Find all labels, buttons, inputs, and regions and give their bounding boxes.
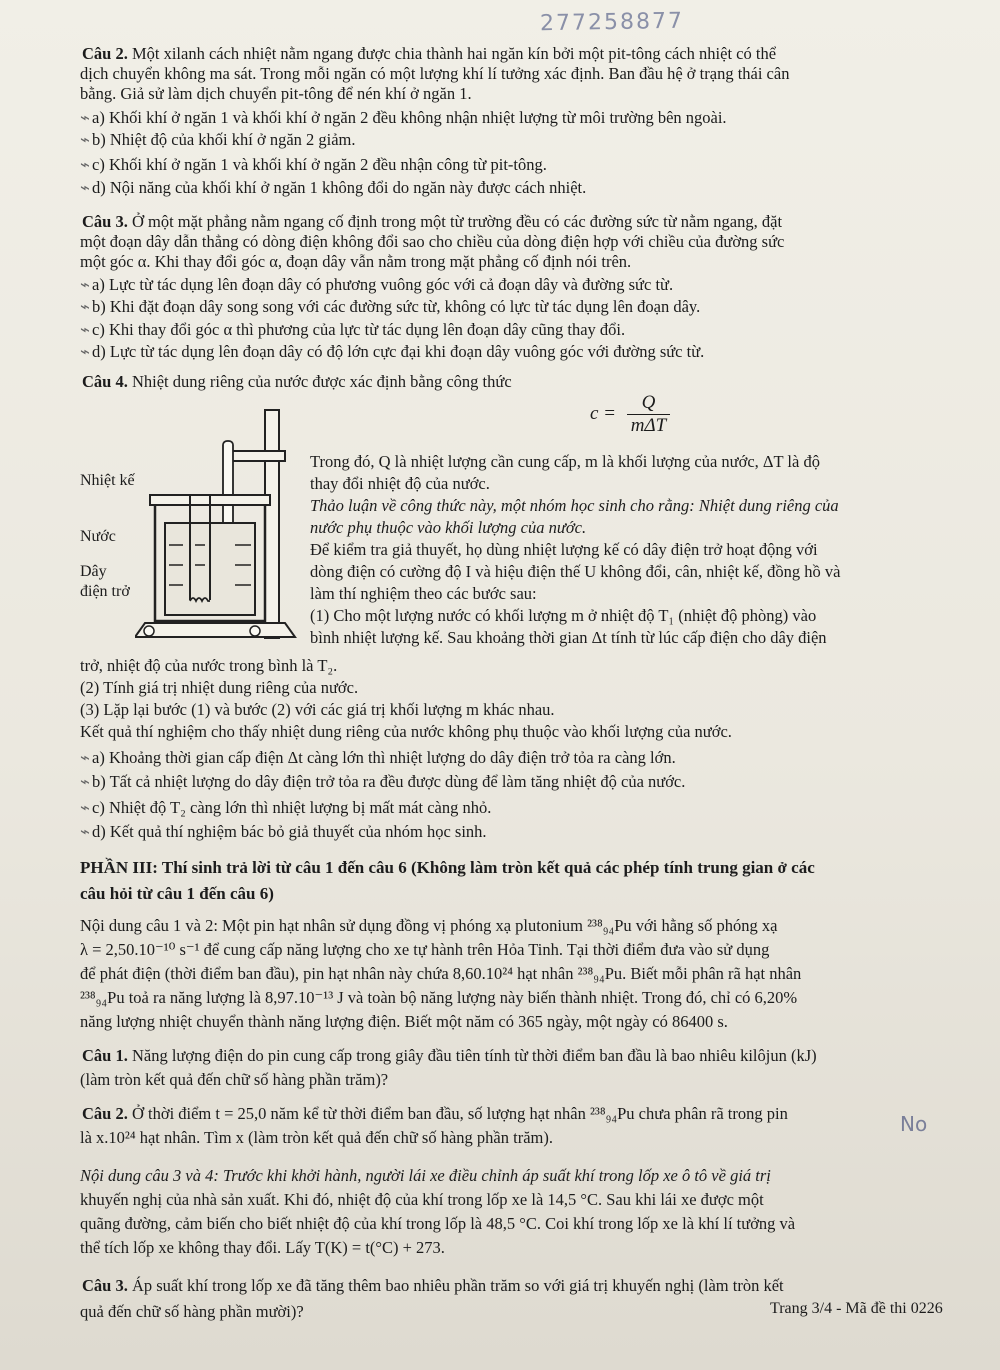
q3-line-1: Câu 3. Ở một mặt phẳng nằm ngang cố định trong một từ trường đều có các đường sức từ nằm ngang, đặt — [82, 212, 783, 231]
context12-line-2: λ = 2,50.10⁻¹⁰ s⁻¹ để cung cấp năng lượng cho xe tự hành trên Hỏa Tinh. Tại thời điểm đưa vào sử dụng — [80, 940, 770, 959]
q4-title: Câu 4. — [82, 372, 128, 391]
q2-line-1: Câu 2. Một xilanh cách nhiệt nằm ngang được chia thành hai ngăn kín bởi một pit-tông cách nhiệt có thể — [82, 44, 777, 63]
q4-right-line-7: làm thí nghiệm theo các bước sau: — [310, 584, 537, 603]
handwritten-note: No — [900, 1112, 928, 1136]
handwritten-number: 277258877 — [539, 8, 685, 37]
context34-line-4: thể tích lốp xe không thay đổi. Lấy T(K) = t(°C) + 273. — [80, 1238, 445, 1257]
q4-line-3: (2) Tính giá trị nhiệt dung riêng của nước. — [80, 678, 359, 697]
heat-capacity-formula: c = $\frac{Q}{\text{mΔT}}$ — [590, 392, 670, 437]
q4-right-line-6: dòng điện có cường độ I và hiệu điện thế U không đổi, cân, nhiệt kế, đồng hồ và — [310, 562, 841, 581]
c1-line-2: (làm tròn kết quả đến chữ số hàng phần trăm)? — [80, 1070, 389, 1089]
q4-right-line-3: Thảo luận về công thức này, một nhóm học sinh cho rằng: Nhiệt dung riêng của — [310, 496, 839, 515]
q4-option-a: ⌁ a) Khoảng thời gian cấp điện Δt càng lớn thì nhiệt lượng do dây điện trở tỏa ra càng lớn. — [80, 748, 676, 767]
context34-line-2: khuyến nghị của nhà sản xuất. Khi đó, nhiệt độ của khí trong lốp xe là 14,5 °C. Sau khi lái xe được một — [80, 1190, 764, 1209]
q4-line-2: trở, nhiệt độ của nước trong bình là T₂. — [80, 656, 338, 675]
q4-right-line-1: Trong đó, Q là nhiệt lượng cần cung cấp, m là khối lượng của nước, ΔT là độ — [310, 452, 820, 471]
q2-option-a: ⌁ a) Khối khí ở ngăn 1 và khối khí ở ngăn 2 đều không nhận nhiệt lượng từ môi trường bên ngoài. — [80, 108, 727, 127]
label-water: Nước — [80, 528, 116, 545]
q2-line-2: dịch chuyển không ma sát. Trong mỗi ngăn có một lượng khí lí tưởng xác định. Ban đầu hệ ở trạng thái cân — [80, 64, 790, 83]
context12-line-3: để phát điện (thời điểm ban đầu), pin hạt nhân này chứa 8,60.10²⁴ hạt nhân ²³⁸₉₄Pu. Biết mỗi phân rã hạt nhân — [80, 964, 802, 983]
context12-line-1: Nội dung câu 1 và 2: Một pin hạt nhân sử dụng đồng vị phóng xạ plutonium ²³⁸₉₄Pu với hằng số phóng xạ — [80, 916, 778, 935]
q2-line-3: bằng. Giả sử làm dịch chuyển pit-tông để nén khí ở ngăn 1. — [80, 84, 472, 103]
part3-heading-line-1: PHẦN III: Thí sinh trả lời từ câu 1 đến câu 6 (Không làm tròn kết quả các phép tính trung gian ở các — [80, 858, 815, 877]
c1-title: Câu 1. — [82, 1046, 128, 1065]
page-footer: Trang 3/4 - Mã đề thi 0226 — [770, 1300, 943, 1317]
context34-line-3: quãng đường, cảm biến cho biết nhiệt độ của khí trong lốp là 48,5 °C. Coi khí trong lốp xe là khí lí tưởng và — [80, 1214, 796, 1233]
q2-title: Câu 2. — [82, 44, 128, 63]
label-thermometer: Nhiệt kế — [80, 472, 135, 489]
q2-option-c: ⌁ c) Khối khí ở ngăn 1 và khối khí ở ngăn 2 đều nhận công từ pit-tông. — [80, 155, 547, 174]
q4-option-d: ⌁ d) Kết quả thí nghiệm bác bỏ giả thuyết của nhóm học sinh. — [80, 822, 487, 841]
q3-line-3: một góc α. Khi thay đổi góc α, đoạn dây vẫn nằm trong mặt phẳng cố định nói trên. — [80, 252, 632, 271]
stand-rod — [265, 410, 279, 638]
label-wire: Dây — [80, 563, 107, 580]
q4-right-line-5: Để kiểm tra giả thuyết, họ dùng nhiệt lượng kế có dây điện trở hoạt động với — [310, 540, 818, 559]
q4-right-line-2: thay đổi nhiệt độ của nước. — [310, 474, 490, 493]
calorimeter-figure — [135, 405, 305, 650]
c1-line-1: Câu 1. Năng lượng điện do pin cung cấp trong giây đầu tiên tính từ thời điểm ban đầu là bao nhiêu kilôjun (kJ) — [82, 1046, 817, 1065]
label-resistor: điện trở — [80, 583, 130, 600]
q2-option-d: ⌁ d) Nội năng của khối khí ở ngăn 1 không đổi do ngăn này được cách nhiệt. — [80, 178, 587, 197]
q2-option-b: ⌁ b) Nhiệt độ của khối khí ở ngăn 2 giảm. — [80, 130, 356, 149]
part3-heading-line-2: câu hỏi từ câu 1 đến câu 6) — [80, 884, 274, 903]
q3-option-d: ⌁ d) Lực từ tác dụng lên đoạn dây có độ lớn cực đại khi đoạn dây vuông góc với đường sức từ. — [80, 342, 705, 361]
clamp — [225, 451, 285, 461]
q4-right-line-4: nước phụ thuộc vào khối lượng của nước. — [310, 518, 587, 537]
q4-right-line-9: bình nhiệt lượng kế. Sau khoảng thời gian Δt tính từ lúc cấp điện cho dây điện — [310, 628, 827, 647]
q4-right-line-8: (1) Cho một lượng nước có khối lượng m ở nhiệt độ T₁ (nhiệt độ phòng) vào — [310, 606, 817, 625]
c2-title: Câu 2. — [82, 1104, 128, 1123]
q3-title: Câu 3. — [82, 212, 128, 231]
q4-line-4: (3) Lặp lại bước (1) và bước (2) với các giá trị khối lượng m khác nhau. — [80, 700, 555, 719]
context34-line-1: Nội dung câu 3 và 4: Trước khi khởi hành, người lái xe điều chỉnh áp suất khí trong lốp xe ô tô về giá trị — [80, 1166, 771, 1185]
q4-line-1: Câu 4. Nhiệt dung riêng của nước được xác định bằng công thức — [82, 372, 512, 391]
q4-option-c: ⌁ c) Nhiệt độ T₂ càng lớn thì nhiệt lượng bị mất mát càng nhỏ. — [80, 798, 492, 817]
q3-line-2: một đoạn dây dẫn thẳng có dòng điện không đổi sao cho chiều của dòng điện hợp với chiều của đường sức — [80, 232, 785, 251]
q4-option-b: ⌁ b) Tất cả nhiệt lượng do dây điện trở tỏa ra đều được dùng để làm tăng nhiệt độ của nước. — [80, 772, 686, 791]
base — [135, 623, 295, 637]
context12-line-4: ²³⁸₉₄Pu toả ra năng lượng là 8,97.10⁻¹³ J và toàn bộ năng lượng này biến thành nhiệt. Trong đó, chỉ có 6,20% — [80, 988, 798, 1007]
c3-line-2: quả đến chữ số hàng phần mười)? — [80, 1302, 304, 1321]
c3-line-1: Câu 3. Áp suất khí trong lốp xe đã tăng thêm bao nhiêu phần trăm so với giá trị khuyến nghị (làm tròn kết — [82, 1276, 784, 1295]
c3-title: Câu 3. — [82, 1276, 128, 1295]
c2-line-1: Câu 2. Ở thời điểm t = 25,0 năm kể từ thời điểm ban đầu, số lượng hạt nhân ²³⁸₉₄Pu chưa phân rã trong pin — [82, 1104, 788, 1123]
q3-option-b: ⌁ b) Khi đặt đoạn dây song song với các đường sức từ, không có lực từ tác dụng lên đoạn dây. — [80, 297, 701, 316]
q4-line-5: Kết quả thí nghiệm cho thấy nhiệt dung riêng của nước không phụ thuộc vào khối lượng của nước. — [80, 722, 732, 741]
q3-option-c: ⌁ c) Khi thay đổi góc α thì phương của lực từ tác dụng lên đoạn dây cũng thay đổi. — [80, 320, 626, 339]
q3-option-a: ⌁ a) Lực từ tác dụng lên đoạn dây có phương vuông góc với cả đoạn dây và đường sức từ. — [80, 275, 674, 294]
context12-line-5: năng lượng nhiệt chuyển thành năng lượng điện. Biết một năm có 365 ngày, một ngày có 86400 s. — [80, 1012, 728, 1031]
c2-line-2: là x.10²⁴ hạt nhân. Tìm x (làm tròn kết quả đến chữ số hàng phần trăm). — [80, 1128, 553, 1147]
